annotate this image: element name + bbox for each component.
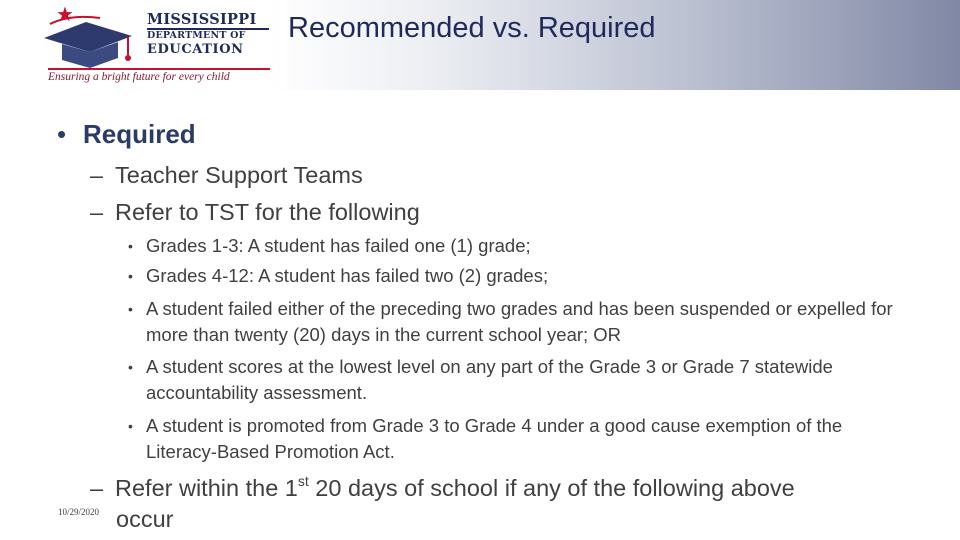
criteria-text: A student is promoted from Grade 3 to Grade 4 under a good cause exemption of the Literacy-Based Promotion Act. bbox=[146, 415, 843, 462]
sub-item-label: Refer to TST for the following bbox=[115, 199, 420, 225]
sub-item-refer-within-first-20-days bbox=[90, 473, 795, 503]
dash-icon: – bbox=[90, 475, 104, 501]
criteria-item bbox=[128, 354, 898, 406]
ordinal-suffix: st bbox=[297, 473, 309, 489]
criteria-text: Grades 4-12: A student has failed two (2) grades; bbox=[146, 265, 549, 286]
logo-tagline: Ensuring a bright future for every child bbox=[48, 68, 270, 83]
logo-line-department: DEPARTMENT OF bbox=[147, 30, 246, 41]
last-item-continuation: occur bbox=[116, 506, 174, 532]
bullet-icon: • bbox=[128, 238, 133, 254]
criteria-item bbox=[128, 296, 898, 348]
logo-line-mississippi: MISSISSIPPI bbox=[147, 11, 269, 30]
bullet-required bbox=[57, 117, 196, 151]
criteria-text: A student scores at the lowest level on any part of the Grade 3 or Grade 7 statewide accountability assessment. bbox=[146, 356, 833, 403]
bullet-icon: • bbox=[128, 359, 133, 375]
bullet-required-label: Required bbox=[83, 119, 196, 149]
logo-line-education: EDUCATION bbox=[147, 42, 244, 57]
bullet-icon: • bbox=[128, 268, 133, 284]
criteria-text: A student failed either of the preceding two grades and has been suspended or expelled for more than twenty (20) days in the current school year; OR bbox=[146, 298, 893, 345]
slide-title: Recommended vs. Required bbox=[288, 12, 656, 44]
bullet-icon: • bbox=[57, 119, 67, 149]
bullet-icon: • bbox=[128, 301, 133, 317]
criteria-item bbox=[128, 413, 898, 465]
last-item-text-after: 20 days of school if any of the following above bbox=[308, 475, 795, 501]
sub-item-teacher-support-teams bbox=[90, 160, 363, 190]
last-item-text-before: Refer within the 1 bbox=[115, 475, 298, 501]
sub-item-refer-to-tst bbox=[90, 197, 420, 227]
dash-icon: – bbox=[90, 199, 104, 225]
bullet-icon: • bbox=[128, 418, 133, 434]
criteria-item bbox=[128, 263, 898, 289]
slide-date: 10/29/2020 bbox=[58, 507, 100, 517]
criteria-text: Grades 1-3: A student has failed one (1) grade; bbox=[146, 235, 531, 256]
star-icon: ★ bbox=[56, 2, 74, 26]
criteria-item bbox=[128, 233, 898, 259]
dash-icon: – bbox=[90, 162, 104, 188]
sub-item-label: Teacher Support Teams bbox=[115, 162, 363, 188]
